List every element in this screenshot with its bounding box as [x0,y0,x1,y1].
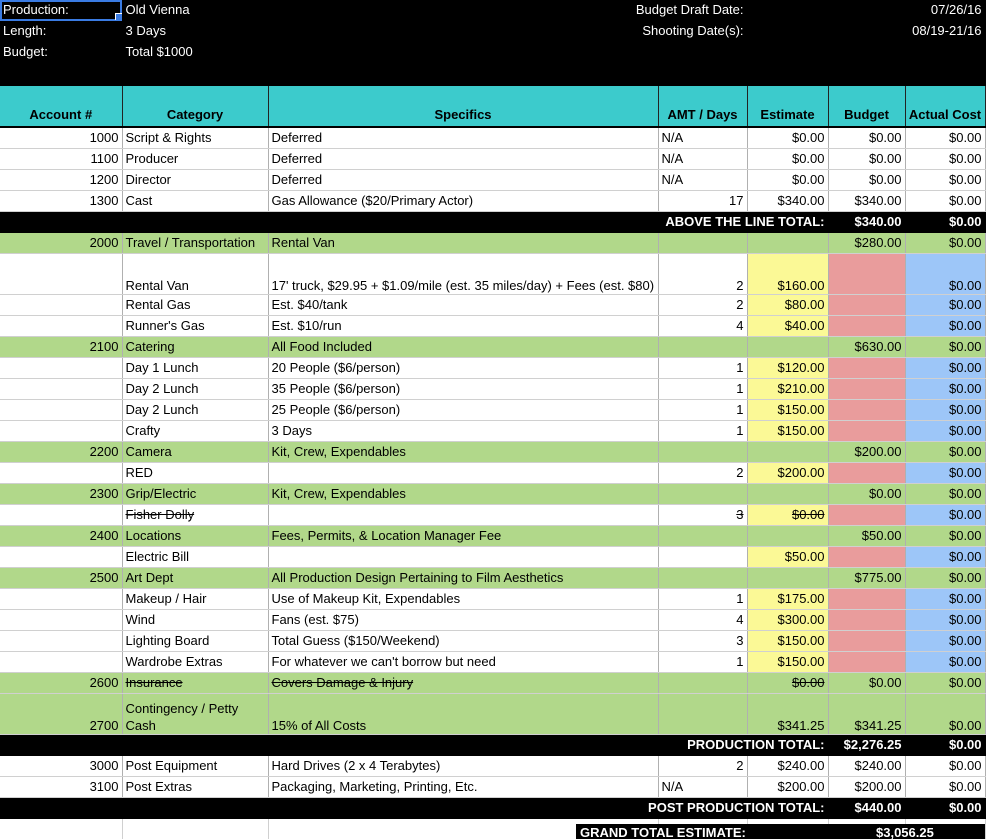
cell-estimate[interactable]: $240.00 [747,756,828,777]
total-label[interactable]: ABOVE THE LINE TOTAL: [0,212,828,233]
cell-category[interactable]: Contingency / Petty Cash [122,694,268,735]
cell-estimate[interactable] [747,337,828,358]
cell-estimate[interactable]: $0.00 [747,127,828,149]
cell-amt[interactable] [658,526,747,547]
cell-account[interactable] [0,254,122,295]
cell-estimate[interactable]: $160.00 [747,254,828,295]
header-budget[interactable]: Budget [828,86,905,128]
total-budget[interactable]: $2,276.25 [828,735,905,756]
cell-actual[interactable]: $0.00 [905,484,985,505]
cell-budget[interactable] [828,358,905,379]
cell-actual[interactable]: $0.00 [905,421,985,442]
header-actual-cost[interactable]: Actual Cost [905,86,985,128]
table-row [0,170,985,191]
cell-category[interactable]: Insurance [122,673,268,694]
cell-account[interactable] [0,589,122,610]
info-row-production [0,0,985,21]
cell-specifics[interactable]: For whatever we can't borrow but need [268,652,658,673]
cell-budget[interactable] [828,589,905,610]
group-row [0,694,985,735]
cell-actual[interactable]: $0.00 [905,589,985,610]
cell-estimate[interactable]: $150.00 [747,421,828,442]
cell-budget[interactable] [828,463,905,484]
cell-budget[interactable]: $341.25 [828,694,905,735]
cell-amt[interactable]: 4 [658,610,747,631]
cell-category[interactable]: Fisher Dolly [122,505,268,526]
cell-budget[interactable] [828,610,905,631]
cell-amt[interactable] [658,442,747,463]
cell-actual[interactable]: $0.00 [905,127,985,149]
cell-amt[interactable]: 1 [658,589,747,610]
cell-length-value[interactable]: 3 Days [122,21,268,42]
cell-account[interactable] [0,400,122,421]
cell-category[interactable]: Camera [122,442,268,463]
cell-production-value[interactable]: Old Vienna [122,0,268,21]
group-row [0,442,985,463]
cell-amt[interactable]: 2 [658,254,747,295]
cell-budget-label[interactable]: Budget: [0,42,122,63]
cell-category[interactable]: Electric Bill [122,547,268,568]
cell-actual[interactable]: $0.00 [905,568,985,589]
table-row [0,421,985,442]
cell-category[interactable]: Director [122,170,268,191]
cell-account[interactable] [0,316,122,337]
info-row-length [0,21,985,42]
cell-specifics[interactable]: Covers Damage & Injury [268,673,658,694]
cell-budget[interactable] [828,254,905,295]
cell-actual[interactable]: $0.00 [905,191,985,212]
cell-account[interactable]: 2400 [0,526,122,547]
cell-budget[interactable]: $50.00 [828,526,905,547]
cell-budget[interactable]: $340.00 [828,191,905,212]
cell-account[interactable] [0,358,122,379]
table-row [0,358,985,379]
cell-account[interactable]: 2700 [0,694,122,735]
cell-estimate[interactable]: $200.00 [747,463,828,484]
cell-specifics[interactable]: Kit, Crew, Expendables [268,484,658,505]
cell-draft-value[interactable]: 07/26/16 [828,0,985,21]
cell-category[interactable]: Wind [122,610,268,631]
header-category[interactable]: Category [122,86,268,128]
header-account[interactable]: Account # [0,86,122,128]
table-row [0,254,985,295]
cell-production-label[interactable] [0,0,122,21]
total-actual[interactable]: $0.00 [905,798,985,819]
total-budget[interactable]: $440.00 [828,798,905,819]
cell-specifics[interactable]: Fans (est. $75) [268,610,658,631]
cell-specifics[interactable]: 17' truck, $29.95 + $1.09/mile (est. 35 miles/day) + Fees (est. $80) [268,254,658,295]
cell-budget[interactable]: $0.00 [828,149,905,170]
cell-category[interactable]: Producer [122,149,268,170]
cell-budget[interactable] [828,316,905,337]
header-amt-days[interactable]: AMT / Days [658,86,747,128]
cell-budget[interactable]: $200.00 [828,777,905,798]
cell-actual[interactable]: $0.00 [905,652,985,673]
cell-category[interactable]: Rental Van [122,254,268,295]
cell-estimate[interactable]: $150.00 [747,400,828,421]
cell-amt[interactable]: 17 [658,191,747,212]
cell-budget-value[interactable]: Total $1000 [122,42,268,63]
cell-budget[interactable]: $630.00 [828,337,905,358]
cell-category[interactable]: RED [122,463,268,484]
cell-actual[interactable]: $0.00 [905,673,985,694]
cell-amt[interactable]: N/A [658,127,747,149]
cell-actual[interactable]: $0.00 [905,379,985,400]
cell-amt[interactable]: 1 [658,652,747,673]
cell-specifics[interactable]: Packaging, Marketing, Printing, Etc. [268,777,658,798]
cell-budget[interactable] [828,652,905,673]
table-row [0,295,985,316]
cell-estimate[interactable]: $0.00 [747,170,828,191]
cell-account[interactable]: 2200 [0,442,122,463]
cell-specifics[interactable]: Deferred [268,127,658,149]
cell-budget[interactable] [828,421,905,442]
cell-budget[interactable] [828,379,905,400]
table-row [0,400,985,421]
cell-specifics[interactable]: 3 Days [268,421,658,442]
cell-budget[interactable]: $240.00 [828,756,905,777]
cell-budget[interactable]: $280.00 [828,233,905,254]
group-row [0,568,985,589]
cell-amt[interactable]: 3 [658,631,747,652]
cell-budget[interactable] [828,547,905,568]
cell-budget[interactable] [828,400,905,421]
table-row [0,463,985,484]
cell-account[interactable]: 3100 [0,777,122,798]
cell-amt[interactable] [658,673,747,694]
cell-account[interactable]: 2100 [0,337,122,358]
group-row [0,337,985,358]
cell-specifics[interactable]: 20 People ($6/person) [268,358,658,379]
spacer-row [0,63,985,86]
cell-estimate[interactable]: $175.00 [747,589,828,610]
production-label-text: Production: [3,2,69,17]
table-row [0,547,985,568]
table-row [0,589,985,610]
cell-blank[interactable] [747,21,828,42]
cell-category[interactable]: Day 2 Lunch [122,379,268,400]
cell-category[interactable]: Rental Gas [122,295,268,316]
cell-amt[interactable]: N/A [658,777,747,798]
table-row [0,756,985,777]
cell-category[interactable]: Makeup / Hair [122,589,268,610]
table-row [0,631,985,652]
cell-estimate[interactable]: $150.00 [747,652,828,673]
group-row [0,233,985,254]
cell-specifics[interactable]: 15% of All Costs [268,694,658,735]
cell-estimate[interactable] [747,484,828,505]
total-row-above-the-line [0,212,985,233]
cell-amt[interactable] [658,233,747,254]
cell-account[interactable]: 1300 [0,191,122,212]
cell-specifics[interactable]: 35 People ($6/person) [268,379,658,400]
cell-actual[interactable]: $0.00 [905,233,985,254]
cell-category[interactable]: Art Dept [122,568,268,589]
cell-account[interactable]: 1200 [0,170,122,191]
cell-actual[interactable]: $0.00 [905,170,985,191]
cell-category[interactable]: Crafty [122,421,268,442]
cell-actual[interactable]: $0.00 [905,610,985,631]
cell-blank[interactable] [747,0,828,21]
cell-specifics[interactable] [268,463,658,484]
cell-length-label[interactable]: Length: [0,21,122,42]
cell-specifics[interactable] [268,505,658,526]
cell-category[interactable]: Day 1 Lunch [122,358,268,379]
cell-estimate[interactable]: $340.00 [747,191,828,212]
cell-estimate[interactable]: $120.00 [747,358,828,379]
group-row [0,484,985,505]
cell-actual[interactable]: $0.00 [905,463,985,484]
cell-actual[interactable]: $0.00 [905,442,985,463]
cell-specifics[interactable]: Fees, Permits, & Location Manager Fee [268,526,658,547]
cell-budget[interactable]: $0.00 [828,170,905,191]
table-row [0,777,985,798]
cell-account[interactable] [0,631,122,652]
cell-specifics[interactable]: 25 People ($6/person) [268,400,658,421]
cell-specifics[interactable]: Hard Drives (2 x 4 Terabytes) [268,756,658,777]
total-actual[interactable]: $0.00 [905,735,985,756]
cell-budget[interactable]: $0.00 [828,673,905,694]
cell-amt[interactable]: 2 [658,463,747,484]
cell-specifics[interactable]: Gas Allowance ($20/Primary Actor) [268,191,658,212]
cell-category[interactable]: Grip/Electric [122,484,268,505]
cell-account[interactable]: 2500 [0,568,122,589]
fill-handle[interactable] [115,13,123,21]
cell-actual[interactable]: $0.00 [905,694,985,735]
cell-account[interactable] [0,610,122,631]
header-estimate[interactable]: Estimate [747,86,828,128]
cell-actual[interactable]: $0.00 [905,505,985,526]
cell-category[interactable]: Post Equipment [122,756,268,777]
cell-blank[interactable] [268,42,985,63]
cell-blank[interactable] [0,63,985,86]
cell-actual[interactable]: $0.00 [905,400,985,421]
cell-amt[interactable] [658,568,747,589]
cell-amt[interactable]: 1 [658,421,747,442]
cell-amt[interactable]: 2 [658,295,747,316]
cell-amt[interactable]: 2 [658,756,747,777]
cell-category[interactable]: Lighting Board [122,631,268,652]
cell-budget[interactable]: $775.00 [828,568,905,589]
cell-specifics[interactable] [268,547,658,568]
cell-specifics[interactable]: Kit, Crew, Expendables [268,442,658,463]
cell-actual[interactable]: $0.00 [905,631,985,652]
cell-draft-label[interactable]: Budget Draft Date: [268,0,747,21]
cell-budget[interactable]: $0.00 [828,127,905,149]
cell-amt[interactable] [658,547,747,568]
cell-category[interactable]: Day 2 Lunch [122,400,268,421]
cell-actual[interactable]: $0.00 [905,316,985,337]
cell-amt[interactable]: N/A [658,149,747,170]
group-row [0,673,985,694]
cell-amt[interactable] [658,337,747,358]
cell-estimate[interactable]: $300.00 [747,610,828,631]
grand-total-label[interactable]: GRAND TOTAL ESTIMATE: [580,825,746,839]
cell-blank[interactable] [122,819,268,839]
cell-account[interactable] [0,505,122,526]
table-row [0,652,985,673]
cell-category[interactable]: Wardrobe Extras [122,652,268,673]
cell-category[interactable]: Cast [122,191,268,212]
cell-account[interactable] [0,295,122,316]
cell-account[interactable]: 2600 [0,673,122,694]
total-label[interactable]: PRODUCTION TOTAL: [0,735,828,756]
cell-actual[interactable]: $0.00 [905,149,985,170]
cell-category[interactable]: Runner's Gas [122,316,268,337]
cell-amt[interactable]: 1 [658,358,747,379]
cell-account[interactable]: 3000 [0,756,122,777]
cell-estimate[interactable]: $200.00 [747,777,828,798]
cell-account[interactable] [0,421,122,442]
cell-amt[interactable] [658,694,747,735]
total-budget[interactable]: $340.00 [828,212,905,233]
cell-actual[interactable]: $0.00 [905,254,985,295]
grand-total-value[interactable]: $3,056.25 [876,825,934,839]
cell-category[interactable]: Post Extras [122,777,268,798]
cell-actual[interactable]: $0.00 [905,547,985,568]
table-row [0,149,985,170]
cell-actual[interactable]: $0.00 [905,358,985,379]
cell-actual[interactable]: $0.00 [905,756,985,777]
cell-specifics[interactable]: Est. $40/tank [268,295,658,316]
cell-amt[interactable]: 1 [658,400,747,421]
cell-account[interactable]: 2300 [0,484,122,505]
cell-specifics[interactable]: Deferred [268,149,658,170]
cell-actual[interactable]: $0.00 [905,777,985,798]
header-specifics[interactable]: Specifics [268,86,658,128]
cell-budget[interactable] [828,631,905,652]
cell-estimate[interactable] [747,568,828,589]
total-row-production [0,735,985,756]
total-row-post-production [0,798,985,819]
cell-shooting-label[interactable]: Shooting Date(s): [268,21,747,42]
cell-estimate[interactable]: $40.00 [747,316,828,337]
cell-specifics[interactable]: All Production Design Pertaining to Film Aesthetics [268,568,658,589]
cell-category[interactable]: Travel / Transportation [122,233,268,254]
cell-actual[interactable]: $0.00 [905,526,985,547]
cell-budget[interactable] [828,295,905,316]
cell-account[interactable]: 2000 [0,233,122,254]
cell-estimate[interactable] [747,442,828,463]
total-actual[interactable]: $0.00 [905,212,985,233]
cell-estimate[interactable]: $150.00 [747,631,828,652]
cell-estimate[interactable]: $80.00 [747,295,828,316]
cell-amt[interactable]: N/A [658,170,747,191]
grand-total-bar [576,824,985,839]
table-row [0,379,985,400]
cell-estimate[interactable]: $0.00 [747,673,828,694]
cell-estimate[interactable] [747,526,828,547]
table-row [0,191,985,212]
cell-account[interactable] [0,652,122,673]
table-row [0,610,985,631]
cell-budget[interactable]: $200.00 [828,442,905,463]
cell-category[interactable]: Script & Rights [122,127,268,149]
info-row-budget [0,42,985,63]
cell-specifics[interactable]: Total Guess ($150/Weekend) [268,631,658,652]
cell-estimate[interactable]: $0.00 [747,149,828,170]
cell-budget[interactable]: $0.00 [828,484,905,505]
cell-account[interactable] [0,463,122,484]
cell-account[interactable]: 1100 [0,149,122,170]
cell-amt[interactable]: 3 [658,505,747,526]
cell-account[interactable]: 1000 [0,127,122,149]
cell-actual[interactable]: $0.00 [905,337,985,358]
group-row [0,526,985,547]
cell-category[interactable]: Catering [122,337,268,358]
cell-estimate[interactable]: $0.00 [747,505,828,526]
cell-specifics[interactable]: Est. $10/run [268,316,658,337]
cell-account[interactable] [0,379,122,400]
cell-estimate[interactable]: $341.25 [747,694,828,735]
table-row [0,127,985,149]
cell-specifics[interactable]: All Food Included [268,337,658,358]
cell-amt[interactable]: 1 [658,379,747,400]
column-header-row [0,86,985,128]
cell-category[interactable]: Locations [122,526,268,547]
cell-actual[interactable]: $0.00 [905,295,985,316]
cell-amt[interactable] [658,484,747,505]
cell-estimate[interactable]: $50.00 [747,547,828,568]
cell-amt[interactable]: 4 [658,316,747,337]
cell-estimate[interactable] [747,233,828,254]
cell-budget[interactable] [828,505,905,526]
cell-shooting-value[interactable]: 08/19-21/16 [828,21,985,42]
table-row [0,505,985,526]
table-row [0,316,985,337]
cell-blank[interactable] [0,819,122,839]
cell-account[interactable] [0,547,122,568]
cell-estimate[interactable]: $210.00 [747,379,828,400]
total-label[interactable]: POST PRODUCTION TOTAL: [0,798,828,819]
cell-specifics[interactable]: Rental Van [268,233,658,254]
cell-specifics[interactable]: Use of Makeup Kit, Expendables [268,589,658,610]
cell-specifics[interactable]: Deferred [268,170,658,191]
